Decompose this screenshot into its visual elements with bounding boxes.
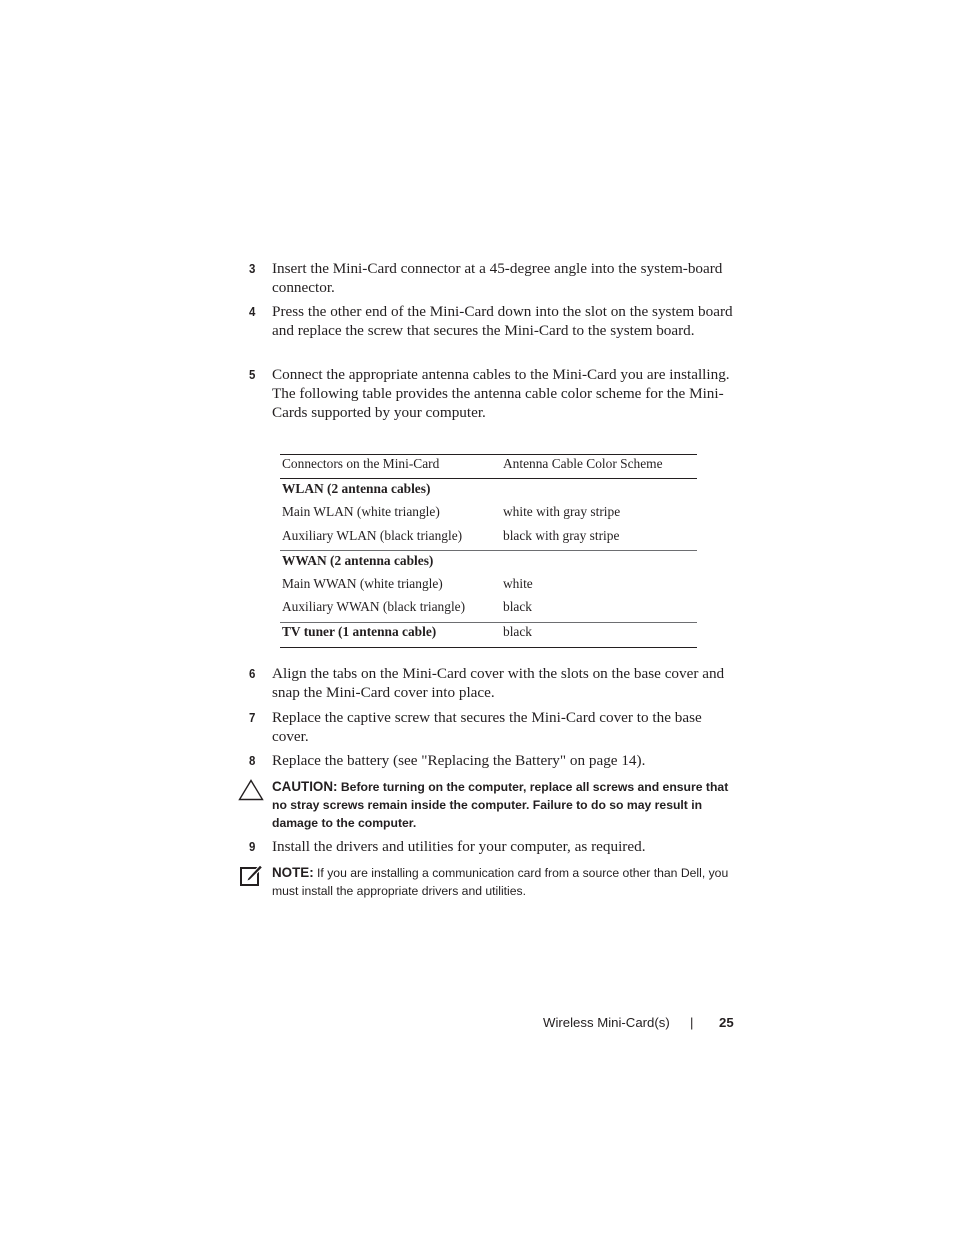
caution-text: Before turning on the computer, replace all screws and ensure that no stray screws remain inside the computer. Failure to do so may result in damage to the computer. [272, 780, 729, 830]
row-color: white with gray stripe [503, 504, 621, 519]
header-connectors: Connectors on the Mini-Card [282, 456, 440, 471]
table-row [280, 624, 697, 644]
step-number: 8 [249, 753, 256, 768]
footer-separator: | [690, 1015, 694, 1030]
row-connector: WWAN (2 antenna cables) [282, 553, 434, 568]
table-row [280, 553, 697, 573]
row-connector: Auxiliary WWAN (black triangle) [282, 599, 466, 614]
caution-notice [272, 778, 738, 832]
step-text: Replace the captive screw that secures the Mini-Card cover to the base cover. [272, 709, 702, 745]
step-text: Press the other end of the Mini-Card down into the slot on the system board and replace the screw that secures the Mini-Card to the system board. [272, 303, 733, 339]
step-text: Install the drivers and utilities for your computer, as required. [272, 838, 646, 855]
table-header-row [280, 456, 697, 476]
caution-triangle-icon [238, 779, 264, 801]
table-top-rule [280, 454, 697, 455]
note-label: NOTE: [272, 865, 314, 880]
page-number: 25 [719, 1015, 734, 1030]
row-connector: Main WLAN (white triangle) [282, 504, 440, 519]
row-color: black with gray stripe [503, 528, 620, 543]
step-number: 3 [249, 261, 256, 276]
step-number: 7 [249, 710, 256, 725]
step-text: Insert the Mini-Card connector at a 45-degree angle into the system-board connector. [272, 260, 723, 296]
step-number: 6 [249, 666, 256, 681]
table-row [280, 528, 697, 548]
table-row [280, 504, 697, 524]
step-number: 9 [249, 839, 256, 854]
row-connector: Main WWAN (white triangle) [282, 576, 443, 591]
step-text: Connect the appropriate antenna cables to the Mini-Card you are installing. The following table provides the antenna cable color scheme for the Mini-Cards supported by your computer. [272, 366, 730, 421]
table-row [280, 599, 697, 619]
table-group-rule [280, 622, 697, 623]
note-pencil-icon [240, 864, 263, 886]
row-color: black [503, 624, 532, 639]
table-row [280, 481, 697, 501]
row-connector: Auxiliary WLAN (black triangle) [282, 528, 463, 543]
table-bottom-rule [280, 647, 697, 648]
caution-label: CAUTION: [272, 779, 338, 794]
step-number: 5 [249, 367, 256, 382]
row-connector: WLAN (2 antenna cables) [282, 481, 431, 496]
step-text: Align the tabs on the Mini-Card cover with the slots on the base cover and snap the Mini-Card cover into place. [272, 665, 725, 701]
footer-section-title: Wireless Mini-Card(s) [543, 1015, 670, 1030]
header-color-scheme: Antenna Cable Color Scheme [503, 456, 663, 471]
note-text: If you are installing a communication card from a source other than Dell, you must install the appropriate drivers and utilities. [272, 866, 729, 898]
table-header-rule [280, 478, 697, 479]
row-color: white [503, 576, 533, 591]
table-group-rule [280, 550, 697, 551]
table-row [280, 576, 697, 596]
step-text: Replace the battery (see "Replacing the Battery" on page 14). [272, 752, 646, 769]
note-notice [272, 864, 738, 900]
step-number: 4 [249, 304, 256, 319]
row-color: black [503, 599, 532, 614]
row-connector: TV tuner (1 antenna cable) [282, 624, 437, 639]
